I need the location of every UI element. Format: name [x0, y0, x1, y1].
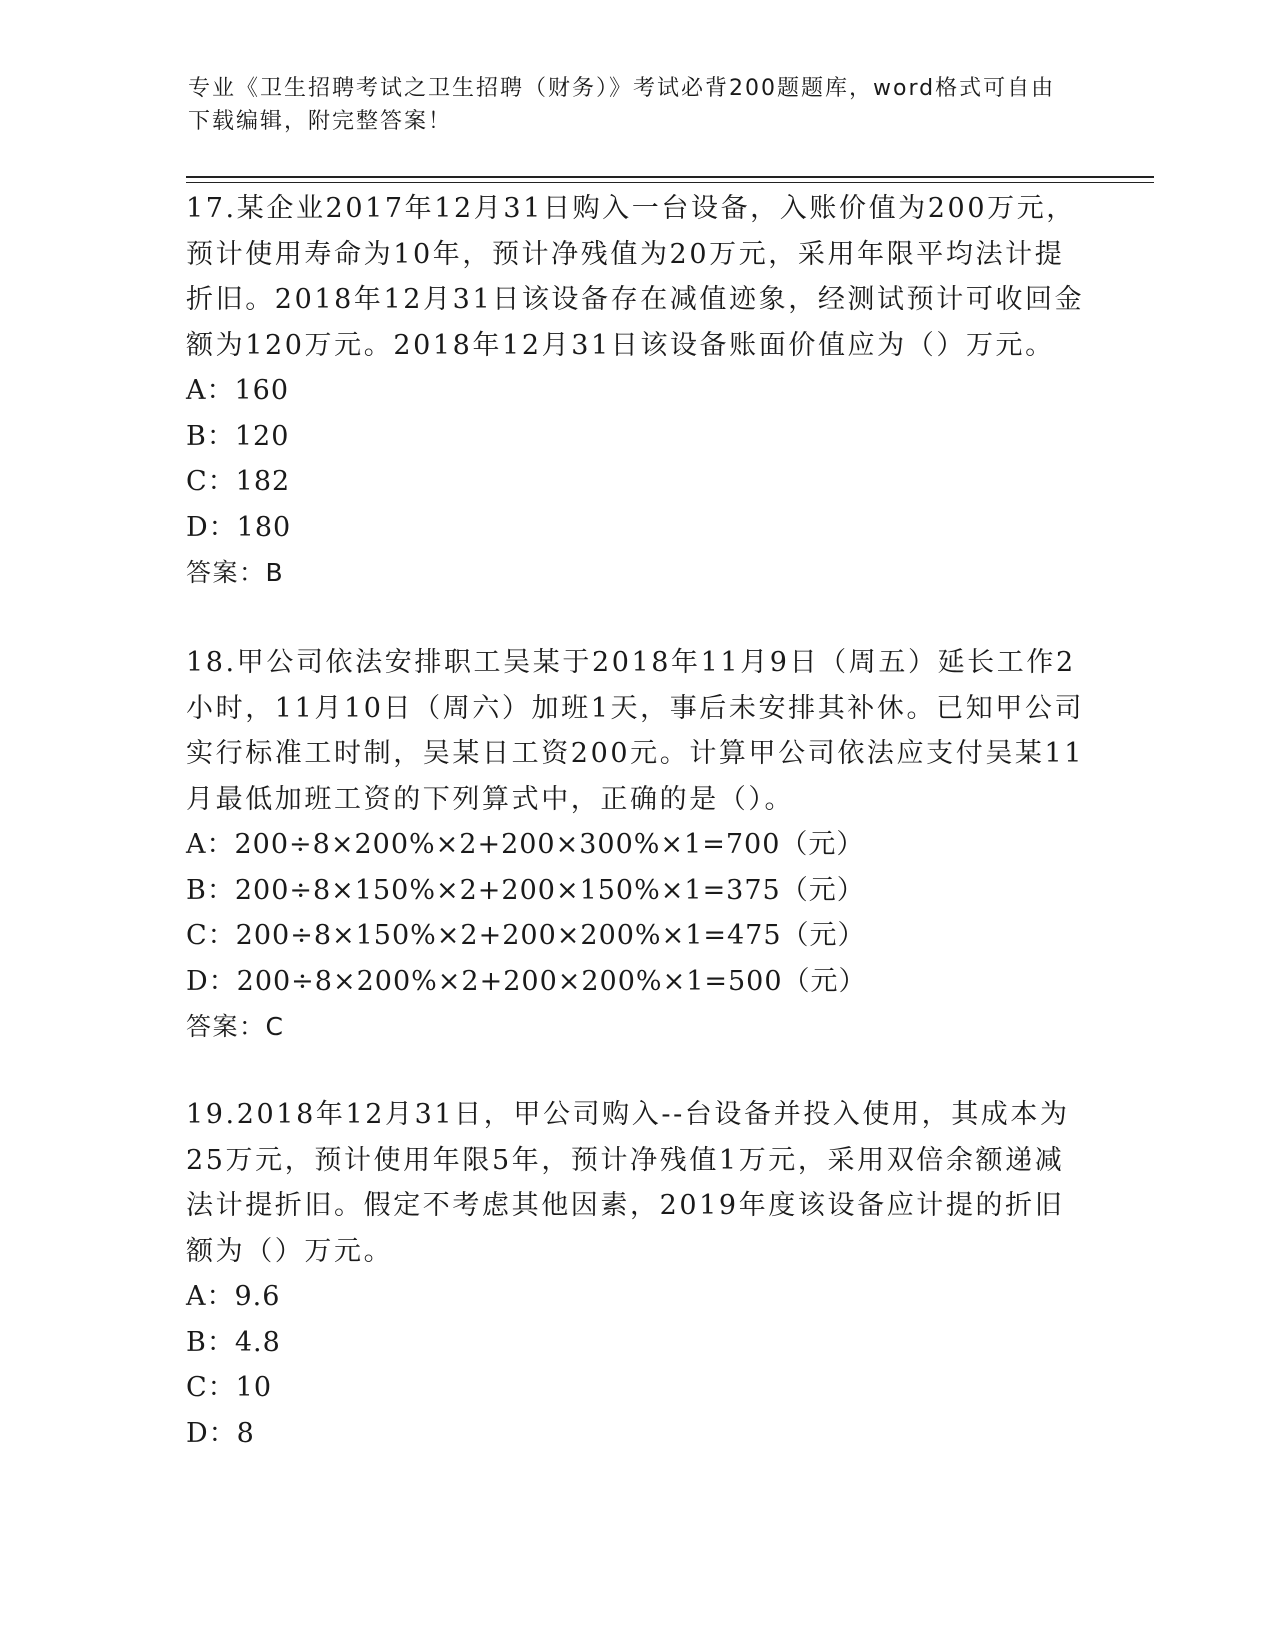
option-a: A：160 — [186, 375, 290, 406]
option-d: D：180 — [186, 511, 292, 543]
question-stem: 19.2018年12月31日，甲公司购入--台设备并投入使用，其成本为25万元，预计使用年限5年，预计净残值1万元，采用双倍余额递减法计提折旧。假定不考虑其他因素，2019年度该设备应计提的折旧额为（）万元。 — [186, 1099, 1070, 1267]
option-d: D：200÷8×200%×2+200×200%×1=500（元） — [186, 965, 867, 997]
option-c: C：200÷8×150%×2+200×200%×1=475（元） — [186, 920, 866, 951]
header-divider — [186, 176, 1154, 178]
option-b: B：120 — [186, 420, 290, 452]
option-d: D：8 — [186, 1417, 255, 1449]
option-a: A：9.6 — [186, 1281, 281, 1312]
question-19 — [186, 1092, 1086, 1456]
question-stem: 17.某企业2017年12月31日购入一台设备，入账价值为200万元，预计使用寿命为10年，预计净残值为20万元，采用年限平均法计提折旧。2018年12月31日该设备存在减值迹象，经测试预计可收回金额为120万元。2018年12月31日该设备账面价值应为（）万元。 — [186, 193, 1085, 361]
document-header: 专业《卫生招聘考试之卫生招聘（财务）》考试必背200题题库，word格式可自由下载编辑，附完整答案！ — [188, 76, 1056, 134]
header-divider-thin — [186, 182, 1154, 183]
answer-label: 答案：C — [186, 1012, 285, 1041]
option-c: C：10 — [186, 1372, 273, 1403]
question-18 — [186, 640, 1086, 1050]
question-17 — [186, 186, 1086, 596]
option-b: B：4.8 — [186, 1326, 281, 1358]
option-c: C：182 — [186, 466, 291, 497]
option-a: A：200÷8×200%×2+200×300%×1=700（元） — [186, 829, 865, 860]
question-stem: 18.甲公司依法安排职工吴某于2018年11月9日（周五）延长工作2小时，11月10日（周六）加班1天，事后未安排其补休。已知甲公司实行标准工时制，吴某日工资200元。计算甲公司依法应支付吴某11月最低加班工资的下列算式中，正确的是（）。 — [186, 647, 1085, 815]
option-b: B：200÷8×150%×2+200×150%×1=375（元） — [186, 874, 865, 906]
answer-label: 答案：B — [186, 558, 285, 587]
